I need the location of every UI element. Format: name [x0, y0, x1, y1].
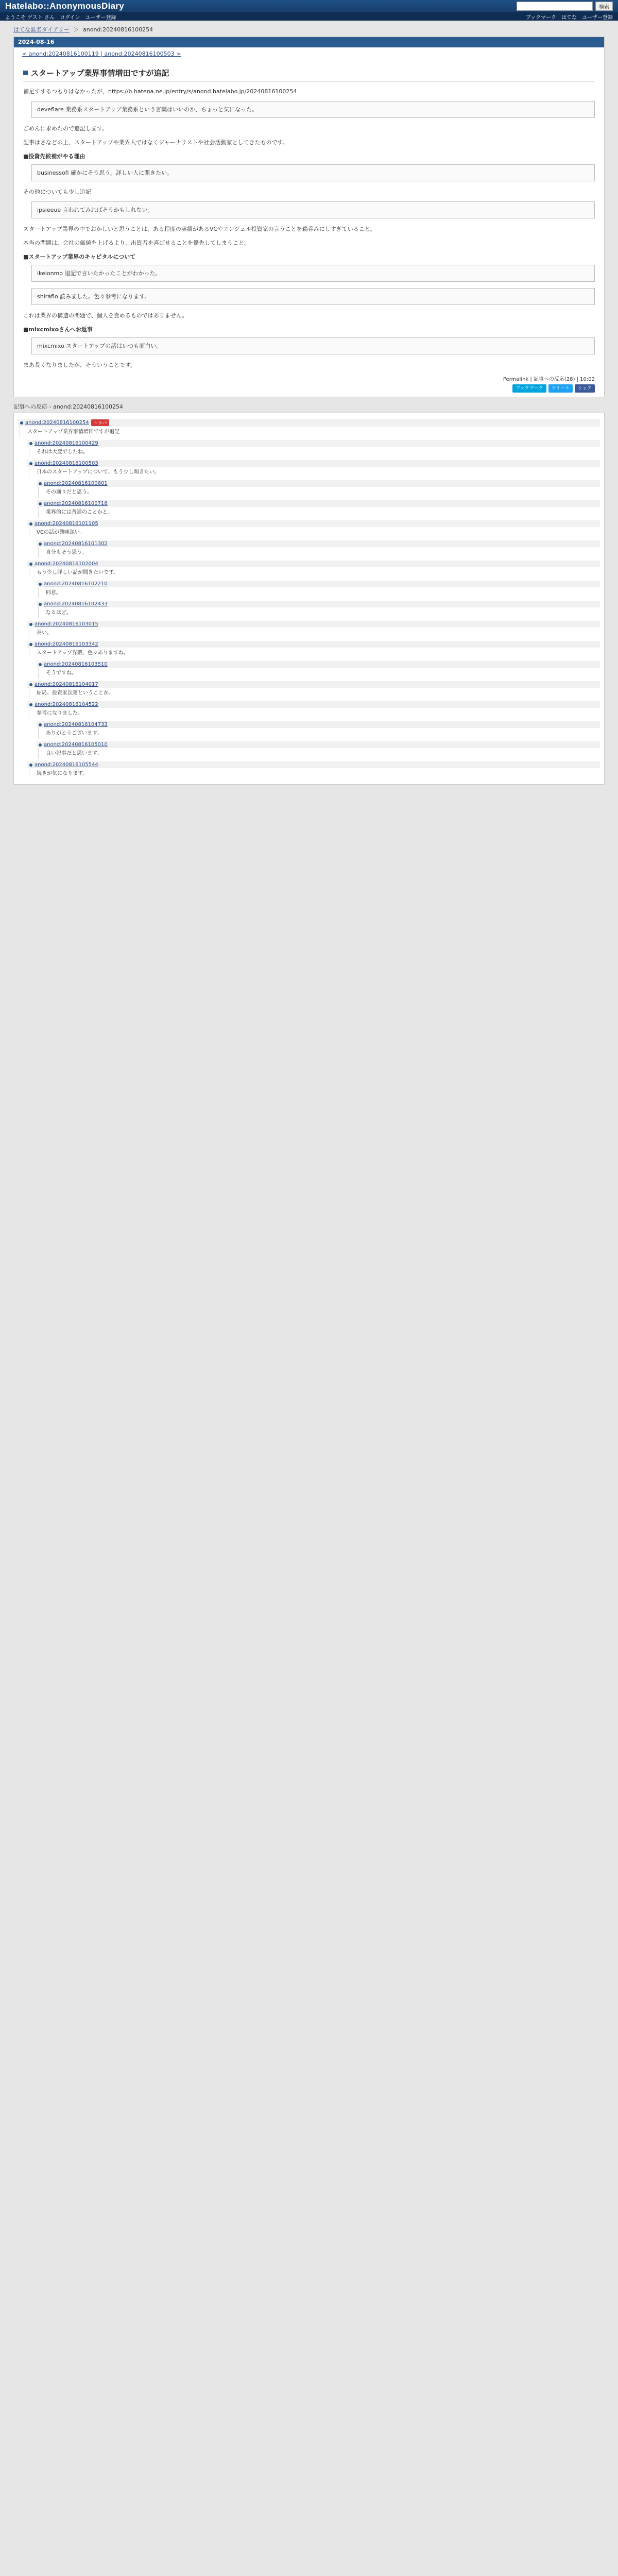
reaction-header — [27, 701, 600, 708]
reaction-text: 自分もそう思う。 — [38, 547, 600, 558]
entry-subhead: ■スタートアップ業界のキャピタルについて — [23, 253, 136, 260]
reaction-link[interactable]: anond:20240816103510 — [44, 662, 108, 667]
bullet-icon — [39, 543, 42, 546]
reaction-text: 結局、投資家次第ということか。 — [29, 688, 600, 699]
entry-footer — [23, 375, 595, 382]
reaction-text: VCの話が興味深い。 — [29, 527, 600, 538]
bullet-icon — [39, 663, 42, 666]
subnav-hatena[interactable]: はてな — [561, 14, 577, 21]
reaction-node — [37, 721, 600, 739]
reaction-text: ありがとうございます。 — [38, 728, 600, 739]
sub-navigation — [0, 12, 618, 21]
reaction-header — [18, 419, 600, 427]
entry-paragraph: 補足すするつもりはなかったが、https://b.hatena.ne.jp/entry/s/anond.hatelabo.jp/20240816100254 — [23, 88, 297, 95]
bullet-icon — [39, 723, 42, 726]
bullet-icon — [29, 462, 32, 465]
entry-quote: businessofi 確かにそう思う。詳しい人に聞きたい。 — [31, 164, 595, 181]
bullet-icon — [29, 643, 32, 646]
reaction-header — [37, 500, 600, 507]
reaction-header — [37, 540, 600, 547]
site-title[interactable]: Hatelabo::AnonymousDiary — [5, 1, 125, 11]
reaction-node — [37, 581, 600, 598]
breadcrumb-separator: ＞ — [73, 26, 79, 33]
bullet-icon — [29, 703, 32, 706]
reactions-section — [13, 402, 605, 785]
reaction-node — [27, 561, 600, 618]
reaction-header — [27, 641, 600, 648]
site-header — [0, 0, 618, 12]
entry-paragraph: スタートアップ業界の中でおかしいと思うことは、ある程度の実績があるVCやエンジェル投資家の言うことを鵜呑みにしすぎていること。 — [23, 226, 376, 232]
entry-quote: deveflare 業務系スタートアップ業務系という言葉はいいのか、ちょっと気になった。 — [31, 101, 595, 118]
bullet-icon — [39, 502, 42, 505]
reaction-node — [37, 500, 600, 518]
reaction-header — [37, 661, 600, 668]
reaction-link[interactable]: anond:20240816100718 — [44, 501, 108, 506]
reaction-link[interactable]: anond:20240816100503 — [35, 461, 98, 466]
share-facebook-button[interactable]: シェア — [575, 384, 595, 393]
reaction-header — [37, 601, 600, 607]
reaction-header — [37, 741, 600, 748]
reaction-link[interactable]: anond:20240816101302 — [44, 541, 108, 547]
reaction-node — [27, 460, 600, 518]
subnav-user-register[interactable]: ユーザー登録 — [582, 14, 613, 21]
reaction-children — [37, 721, 600, 759]
subnav-greeting[interactable]: ようこそ ゲスト さん — [5, 14, 55, 21]
reaction-header — [27, 761, 600, 768]
reaction-text: なるほど。 — [38, 607, 600, 618]
reaction-header — [27, 440, 600, 447]
trackback-badge: トラバ — [91, 419, 109, 426]
subnav-left — [5, 13, 116, 21]
entry-subhead: ■mixcmixoさんへお返事 — [23, 326, 93, 333]
reaction-link[interactable]: anond:20240816100601 — [44, 481, 108, 486]
reaction-header — [27, 681, 600, 688]
reaction-header — [37, 581, 600, 587]
entry-paragraph: 記事はさなどの上、スタートアップや業界人ではなくジャーナリストや社会活動家としてきたものです。 — [23, 139, 288, 146]
reaction-text: スタートアップ業界事情増田ですが追記 — [20, 427, 600, 437]
reaction-children — [37, 540, 600, 558]
subnav-bookmark[interactable]: ブックマーク — [525, 14, 556, 21]
reaction-node — [27, 641, 600, 679]
reaction-node — [27, 701, 600, 759]
entry-paragraph: これは業界の構造の問題で、個人を責めるものではありません。 — [23, 312, 188, 319]
reaction-node — [37, 540, 600, 558]
reaction-link[interactable]: anond:20240816102433 — [44, 601, 108, 607]
breadcrumb — [0, 21, 618, 37]
reaction-children — [27, 440, 600, 779]
share-bookmark-button[interactable]: ブックマーク — [512, 384, 546, 393]
reaction-text: 同意。 — [38, 587, 600, 598]
reaction-text: 日本のスタートアップについて、もう少し聞きたい。 — [29, 467, 600, 478]
header-search — [517, 2, 613, 11]
subnav-right — [526, 13, 613, 21]
entry-quote: ikeionmo 追記で言いたかったことがわかった。 — [31, 265, 595, 282]
entry-quote: shiraflo 読みました。色々参考になります。 — [31, 288, 595, 305]
reaction-node — [18, 419, 600, 779]
entry-title — [23, 67, 595, 82]
reaction-link[interactable]: anond:20240816101105 — [35, 521, 98, 527]
reaction-children — [37, 581, 600, 618]
bullet-icon — [20, 421, 23, 425]
reaction-link[interactable]: anond:20240816105544 — [35, 762, 98, 768]
reaction-link[interactable]: anond:20240816104522 — [35, 702, 98, 707]
reaction-text: そうですね。 — [38, 668, 600, 679]
bullet-icon — [29, 563, 32, 566]
reactions-tree — [13, 413, 605, 785]
entry-subhead: ■投資先候補がやる理由 — [23, 153, 85, 160]
reaction-node — [37, 601, 600, 618]
title-square-icon — [23, 71, 28, 75]
entry-quote: mixcmixo スタートアップの話はいつも面白い。 — [31, 337, 595, 354]
bullet-icon — [29, 442, 32, 445]
reaction-text: 長い。 — [29, 628, 600, 638]
bullet-icon — [29, 764, 32, 767]
reaction-node — [37, 480, 600, 498]
reaction-node — [27, 621, 600, 638]
reaction-children — [37, 661, 600, 679]
breadcrumb-home[interactable]: はてな匿名ダイアリー — [13, 26, 70, 33]
day-date: 2024-08-16 — [14, 37, 604, 47]
bullet-icon — [39, 482, 42, 485]
day-section — [13, 37, 605, 397]
subnav-login[interactable]: ログイン — [59, 14, 80, 21]
entry-meta: Permalink | 記事への反応(28) | 10:02 — [503, 377, 595, 382]
reaction-link[interactable]: anond:20240816103342 — [35, 641, 98, 647]
entry-paragraph: その他についても少し追記 — [23, 189, 91, 195]
day-nav-links — [14, 47, 604, 61]
day-nav-link[interactable]: < anond:20240816100119 | anond:20240816100503 > — [22, 50, 181, 57]
breadcrumb-current: anond:20240816100254 — [83, 26, 153, 33]
bullet-icon — [39, 743, 42, 747]
search-input[interactable] — [517, 2, 593, 11]
entry-title-text: スタートアップ業界事情増田ですが追記 — [31, 69, 169, 78]
reaction-link[interactable]: anond:20240816104733 — [44, 722, 108, 727]
reaction-link[interactable]: anond:20240816100429 — [35, 440, 98, 446]
reaction-link[interactable]: anond:20240816100254 — [25, 420, 89, 426]
reaction-header — [27, 520, 600, 527]
reaction-node — [37, 741, 600, 759]
reaction-text: 続きが気になります。 — [29, 768, 600, 779]
bullet-icon — [29, 522, 32, 526]
reaction-children — [37, 480, 600, 518]
bullet-icon — [29, 683, 32, 686]
entry — [14, 61, 604, 397]
reaction-link[interactable]: anond:20240816103015 — [35, 621, 98, 627]
reaction-node — [27, 681, 600, 699]
reaction-text: スタートアップ界隈、色々ありますね。 — [29, 648, 600, 658]
entry-paragraph: 本当の問題は、会社の価値を上げるより、出資者を喜ばせることを優先してしまうこと。 — [23, 240, 250, 246]
reaction-header — [37, 721, 600, 728]
reaction-header — [27, 561, 600, 567]
share-row — [23, 384, 595, 393]
subnav-register[interactable]: ユーザー登録 — [85, 14, 116, 21]
entry-paragraph: ごめんに求めたので追記します。 — [23, 125, 108, 132]
reaction-node — [27, 440, 600, 457]
reaction-text: 業界的には普通のことかと。 — [38, 507, 600, 518]
entry-paragraph: まあ長くなりましたが、そういうことです。 — [23, 362, 136, 368]
reaction-text: 良い記事だと思います。 — [38, 748, 600, 759]
reaction-text: それは大変でしたね。 — [29, 447, 600, 457]
reaction-text: もう少し詳しい話が聞きたいです。 — [29, 567, 600, 578]
reaction-node — [37, 661, 600, 679]
reaction-link[interactable]: anond:20240816104017 — [35, 682, 98, 687]
bullet-icon — [29, 623, 32, 626]
reaction-link[interactable]: anond:20240816105010 — [44, 742, 108, 748]
reactions-heading: 記事への反応 - anond:20240816100254 — [13, 403, 124, 410]
reaction-header — [37, 480, 600, 487]
reaction-node — [27, 520, 600, 558]
bullet-icon — [39, 603, 42, 606]
reaction-header — [27, 460, 600, 467]
reaction-link[interactable]: anond:20240816102004 — [35, 561, 98, 567]
reaction-node — [27, 761, 600, 779]
reaction-header — [27, 621, 600, 628]
reaction-text: 参考になりました。 — [29, 708, 600, 719]
reaction-link[interactable]: anond:20240816102210 — [44, 581, 108, 587]
reaction-text: その通りだと思う。 — [38, 487, 600, 498]
bullet-icon — [39, 583, 42, 586]
entry-quote: ipsieeue 言われてみればそうかもしれない。 — [31, 201, 595, 218]
search-button[interactable]: 検索 — [595, 2, 613, 11]
share-twitter-button[interactable]: ツイート — [548, 384, 573, 393]
